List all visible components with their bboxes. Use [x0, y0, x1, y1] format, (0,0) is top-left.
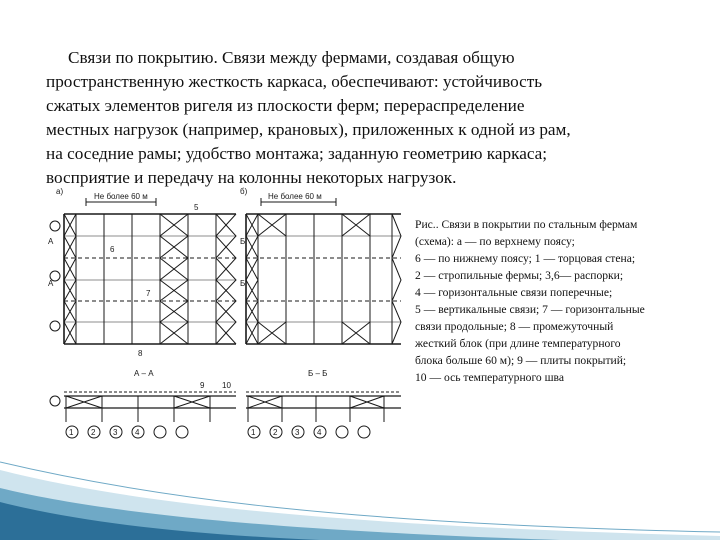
paragraph-line: пространственную жесткость каркаса, обеспечивают: устойчивость: [46, 72, 543, 91]
callout-number: 10: [222, 381, 231, 390]
row-label: Б: [240, 237, 246, 246]
paragraph-line: Связи по покрытию. Связи между фермами, создавая общую: [68, 48, 515, 67]
row-label: Б: [240, 279, 246, 288]
row-label: А: [48, 279, 54, 288]
callout-number: 5: [194, 203, 199, 212]
truss-bracing-figure: [46, 186, 406, 446]
section-b-title: Б – Б: [308, 369, 328, 378]
caption-line: 10 — ось температурного шва: [415, 371, 565, 384]
main-paragraph: [46, 46, 686, 190]
figure-caption: [415, 216, 715, 386]
axis-number: 4: [135, 428, 140, 437]
paragraph-line: сжатых элементов ригеля из плоскости ферм; перераспределение: [46, 96, 525, 115]
callout-number: 6: [110, 245, 115, 254]
axis-number: 1: [69, 428, 74, 437]
row-label: А: [48, 237, 54, 246]
axis-number: 2: [91, 428, 96, 437]
caption-line: 4 — горизонтальные связи поперечные;: [415, 286, 613, 299]
caption-line: жесткий блок (при длине температурного: [415, 337, 621, 350]
paragraph-line: на соседние рамы; удобство монтажа; заданную геометрию каркаса;: [46, 144, 548, 163]
axis-number: 3: [295, 428, 300, 437]
caption-line: 2 — стропильные фермы; 3,6— распорки;: [415, 269, 624, 282]
callout-number: 7: [146, 289, 151, 298]
paragraph-line: восприятие и передачу на колонны некоторых нагрузок.: [46, 168, 457, 187]
caption-line: 5 — вертикальные связи; 7 — горизонтальные: [415, 303, 645, 316]
caption-line: (схема): а — по верхнему поясу;: [415, 235, 575, 248]
section-b: [246, 392, 401, 422]
callout-number: 8: [138, 349, 143, 358]
caption-line: 6 — по нижнему поясу; 1 — торцовая стена;: [415, 252, 636, 265]
caption-line: Рис.. Связи в покрытии по стальным фермам: [415, 218, 638, 231]
panel-b-label: б): [240, 187, 248, 196]
axis-number: 4: [317, 428, 322, 437]
plan-a: [64, 198, 236, 344]
plan-b: [246, 198, 401, 344]
caption-line: связи продольные; 8 — промежуточный: [415, 320, 614, 333]
caption-line: блока больше 60 м); 9 — плиты покрытий;: [415, 354, 627, 367]
callout-number: 9: [200, 381, 205, 390]
axis-number: 2: [273, 428, 278, 437]
axis-number: 1: [251, 428, 256, 437]
section-a: [64, 392, 236, 422]
decorative-wave: [0, 440, 720, 540]
dimension-b: Не более 60 м: [268, 192, 322, 201]
dimension-a: Не более 60 м: [94, 192, 148, 201]
paragraph-line: местных нагрузок (например, крановых), приложенных к одной из рам,: [46, 120, 571, 139]
axis-number: 3: [113, 428, 118, 437]
panel-a-label: а): [56, 187, 64, 196]
section-a-title: А – А: [134, 369, 154, 378]
